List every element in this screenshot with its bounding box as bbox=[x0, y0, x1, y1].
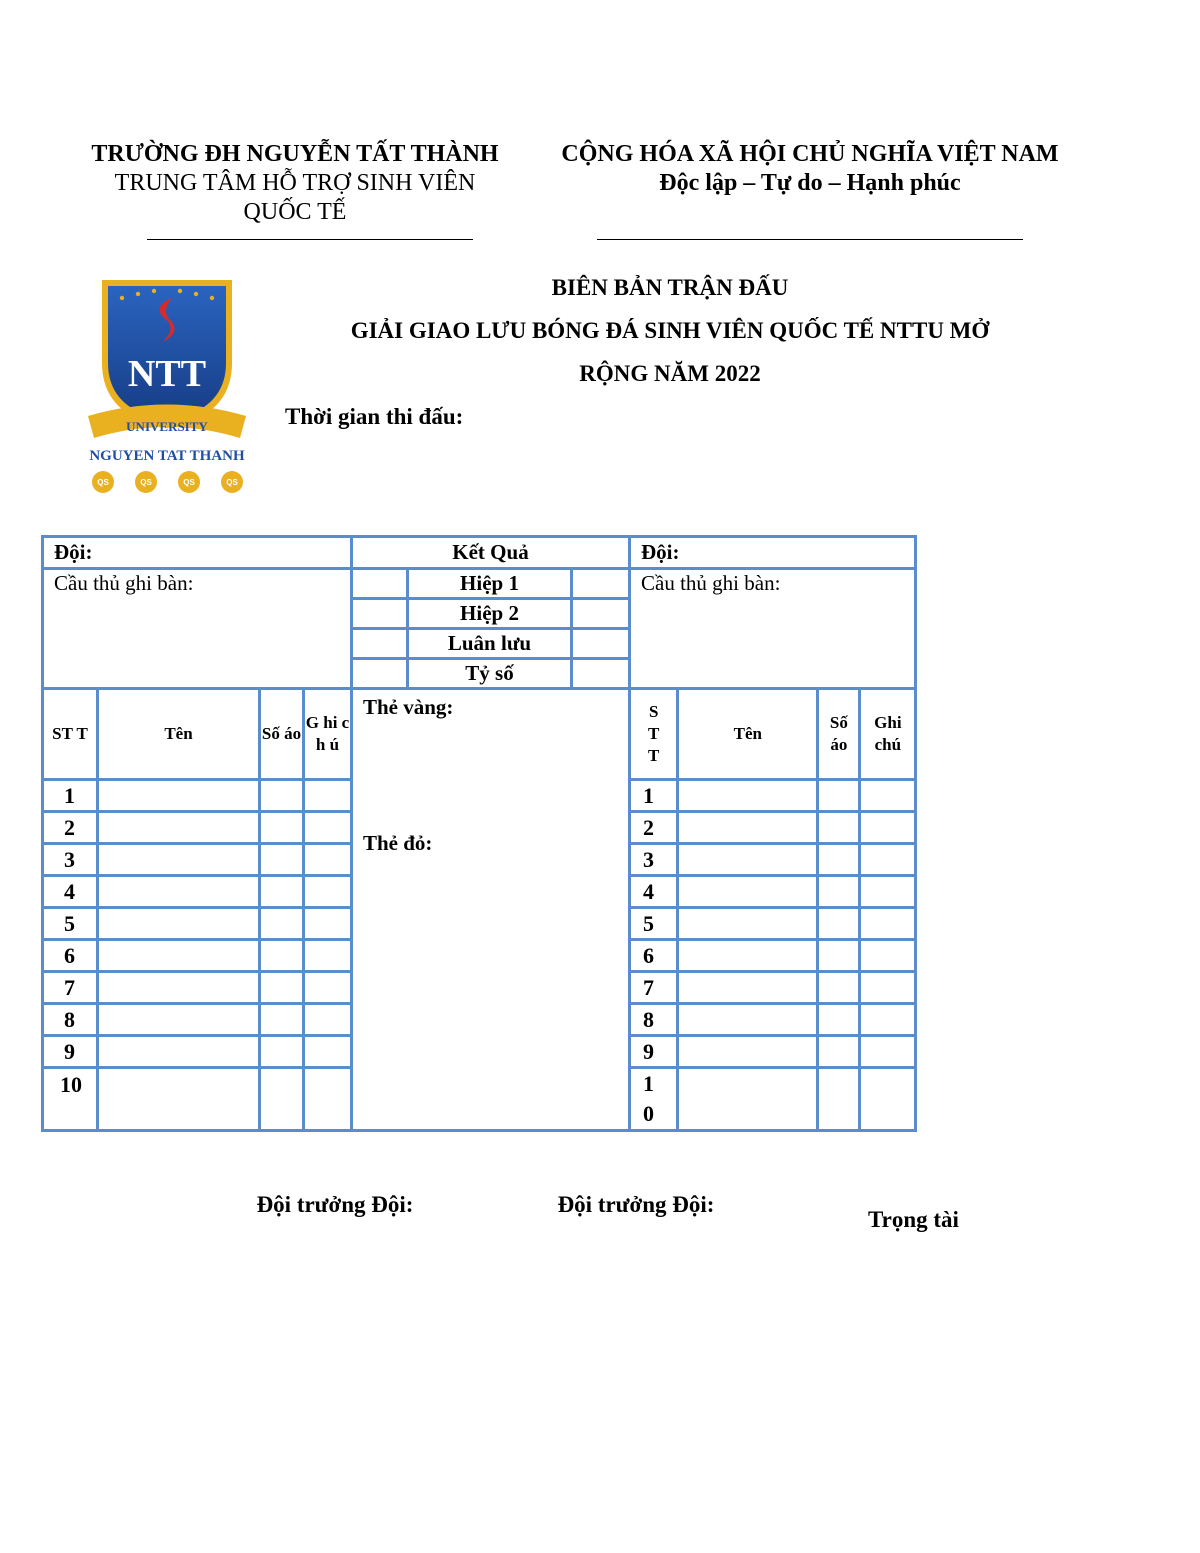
score-b-half2[interactable] bbox=[572, 599, 630, 629]
captain-a-signature: Đội trưởng Đội: bbox=[256, 1192, 414, 1217]
svg-text:QS: QS bbox=[97, 478, 109, 487]
red-card-label: Thẻ đỏ: bbox=[363, 831, 433, 855]
svg-text:QS: QS bbox=[140, 478, 152, 487]
row-b-name[interactable] bbox=[678, 940, 818, 972]
col-b-stt: S T T bbox=[630, 689, 678, 780]
row-a-shirt[interactable] bbox=[260, 876, 304, 908]
row-b-no: 4 bbox=[630, 876, 678, 908]
row-a-name[interactable] bbox=[98, 1004, 260, 1036]
period-total: Tỷ số bbox=[408, 659, 572, 689]
yellow-card-label: Thẻ vàng: bbox=[363, 695, 454, 719]
row-b-shirt[interactable] bbox=[818, 1036, 860, 1068]
school-name: TRƯỜNG ĐH NGUYỄN TẤT THÀNH bbox=[91, 141, 499, 167]
row-a-name[interactable] bbox=[98, 844, 260, 876]
row-b-name[interactable] bbox=[678, 844, 818, 876]
row-a-note[interactable] bbox=[304, 876, 352, 908]
col-a-note: G hi ch ú bbox=[304, 689, 352, 780]
row-b-shirt[interactable] bbox=[818, 780, 860, 812]
row-b-name[interactable] bbox=[678, 972, 818, 1004]
row-a-shirt[interactable] bbox=[260, 780, 304, 812]
row-a-shirt[interactable] bbox=[260, 812, 304, 844]
row-b-no: 5 bbox=[630, 908, 678, 940]
title-line1: BIÊN BẢN TRẬN ĐẤU bbox=[551, 275, 789, 300]
row-b-note[interactable] bbox=[860, 1068, 916, 1131]
row-a-no: 1 bbox=[43, 780, 98, 812]
row-a-shirt[interactable] bbox=[260, 1036, 304, 1068]
col-b-shirt: Số áo bbox=[818, 689, 860, 780]
row-a-name[interactable] bbox=[98, 812, 260, 844]
row-b-note[interactable] bbox=[860, 972, 916, 1004]
row-b-note[interactable] bbox=[860, 940, 916, 972]
center-name-line1: TRUNG TÂM HỖ TRỢ SINH VIÊN bbox=[114, 170, 476, 196]
row-b-no: 9 bbox=[630, 1036, 678, 1068]
row-b-note[interactable] bbox=[860, 844, 916, 876]
team-a-label[interactable]: Đội: bbox=[43, 537, 352, 569]
row-b-note[interactable] bbox=[860, 780, 916, 812]
team-b-label[interactable]: Đội: bbox=[630, 537, 916, 569]
row-a-no: 2 bbox=[43, 812, 98, 844]
row-a-no: 8 bbox=[43, 1004, 98, 1036]
row-b-shirt[interactable] bbox=[818, 908, 860, 940]
nation-motto: Độc lập – Tự do – Hạnh phúc bbox=[659, 170, 961, 196]
score-b-half1[interactable] bbox=[572, 569, 630, 599]
row-a-no: 4 bbox=[43, 876, 98, 908]
row-b-shirt[interactable] bbox=[818, 876, 860, 908]
row-b-no: 6 bbox=[630, 940, 678, 972]
row-a-shirt[interactable] bbox=[260, 940, 304, 972]
row-a-no: 7 bbox=[43, 972, 98, 1004]
row-b-note[interactable] bbox=[860, 876, 916, 908]
row-a-name[interactable] bbox=[98, 1068, 260, 1131]
period-penalty: Luân lưu bbox=[408, 629, 572, 659]
score-a-total[interactable] bbox=[352, 659, 408, 689]
row-b-no: 1 0 bbox=[630, 1068, 678, 1131]
row-a-shirt[interactable] bbox=[260, 908, 304, 940]
scorers-b-label: Cầu thủ ghi bàn: bbox=[641, 571, 781, 595]
report-title bbox=[280, 272, 1060, 401]
svg-text:NGUYEN TAT THANH: NGUYEN TAT THANH bbox=[89, 448, 245, 464]
score-a-half1[interactable] bbox=[352, 569, 408, 599]
col-a-name: Tên bbox=[98, 689, 260, 780]
row-b-shirt[interactable] bbox=[818, 844, 860, 876]
ntt-logo-icon bbox=[80, 268, 260, 498]
row-a-note[interactable] bbox=[304, 1068, 352, 1131]
row-a-name[interactable] bbox=[98, 908, 260, 940]
row-a-name[interactable] bbox=[98, 780, 260, 812]
result-label: Kết Quả bbox=[352, 537, 630, 569]
row-a-shirt[interactable] bbox=[260, 972, 304, 1004]
row-a-note[interactable] bbox=[304, 908, 352, 940]
row-a-note[interactable] bbox=[304, 972, 352, 1004]
row-a-shirt[interactable] bbox=[260, 1004, 304, 1036]
row-a-shirt[interactable] bbox=[260, 844, 304, 876]
col-b-name: Tên bbox=[678, 689, 818, 780]
title-line2: GIẢI GIAO LƯU BÓNG ĐÁ SINH VIÊN QUỐC TẾ NTTU MỞ bbox=[350, 318, 990, 343]
row-a-no: 5 bbox=[43, 908, 98, 940]
nation-header bbox=[540, 140, 1080, 198]
row-b-shirt[interactable] bbox=[818, 972, 860, 1004]
period-half2: Hiệp 2 bbox=[408, 599, 572, 629]
row-a-name[interactable] bbox=[98, 940, 260, 972]
score-a-half2[interactable] bbox=[352, 599, 408, 629]
row-b-name[interactable] bbox=[678, 812, 818, 844]
captain-b-signature: Đội trưởng Đội: bbox=[557, 1192, 715, 1217]
svg-text:QS: QS bbox=[183, 478, 195, 487]
row-a-name[interactable] bbox=[98, 876, 260, 908]
score-a-penalty[interactable] bbox=[352, 629, 408, 659]
svg-text:UNIVERSITY: UNIVERSITY bbox=[126, 419, 208, 434]
center-name-line2: QUỐC TẾ bbox=[243, 199, 347, 225]
row-a-note[interactable] bbox=[304, 940, 352, 972]
match-time-label: Thời gian thi đấu: bbox=[285, 404, 464, 429]
team-b-scorers[interactable] bbox=[630, 569, 916, 689]
row-b-name[interactable] bbox=[678, 1068, 818, 1131]
row-b-no: 1 bbox=[630, 780, 678, 812]
row-b-note[interactable] bbox=[860, 1036, 916, 1068]
row-b-shirt[interactable] bbox=[818, 940, 860, 972]
period-half1: Hiệp 1 bbox=[408, 569, 572, 599]
svg-text:NTT: NTT bbox=[127, 353, 207, 395]
row-b-name[interactable] bbox=[678, 876, 818, 908]
row-a-note[interactable] bbox=[304, 844, 352, 876]
cards-cell[interactable] bbox=[352, 689, 630, 1131]
score-b-total[interactable] bbox=[572, 659, 630, 689]
row-b-note[interactable] bbox=[860, 908, 916, 940]
school-header bbox=[60, 140, 530, 227]
svg-text:QS: QS bbox=[226, 478, 238, 487]
row-a-no: 3 bbox=[43, 844, 98, 876]
row-b-shirt[interactable] bbox=[818, 1004, 860, 1036]
row-b-no: 2 bbox=[630, 812, 678, 844]
row-a-name[interactable] bbox=[98, 1036, 260, 1068]
team-a-scorers[interactable] bbox=[43, 569, 352, 689]
row-b-no: 3 bbox=[630, 844, 678, 876]
row-a-no: 10 bbox=[43, 1068, 98, 1131]
university-logo bbox=[80, 268, 260, 498]
row-a-note[interactable] bbox=[304, 1036, 352, 1068]
row-b-no: 7 bbox=[630, 972, 678, 1004]
referee-signature: Trọng tài bbox=[868, 1207, 959, 1232]
title-line3: RỘNG NĂM 2022 bbox=[579, 361, 761, 386]
row-b-shirt[interactable] bbox=[818, 1068, 860, 1131]
right-header-rule bbox=[597, 239, 1023, 240]
row-b-name[interactable] bbox=[678, 780, 818, 812]
row-a-note[interactable] bbox=[304, 1004, 352, 1036]
col-a-shirt: Số áo bbox=[260, 689, 304, 780]
col-b-note: Ghi chú bbox=[860, 689, 916, 780]
row-a-shirt[interactable] bbox=[260, 1068, 304, 1131]
row-a-no: 9 bbox=[43, 1036, 98, 1068]
row-a-name[interactable] bbox=[98, 972, 260, 1004]
row-a-note[interactable] bbox=[304, 780, 352, 812]
row-b-no: 8 bbox=[630, 1004, 678, 1036]
row-b-note[interactable] bbox=[860, 1004, 916, 1036]
row-b-shirt[interactable] bbox=[818, 812, 860, 844]
scorers-a-label: Cầu thủ ghi bàn: bbox=[54, 571, 194, 595]
row-b-name[interactable] bbox=[678, 908, 818, 940]
row-b-name[interactable] bbox=[678, 1036, 818, 1068]
score-b-penalty[interactable] bbox=[572, 629, 630, 659]
nation-name: CỘNG HÓA XÃ HỘI CHỦ NGHĨA VIỆT NAM bbox=[561, 141, 1059, 167]
col-a-stt: ST T bbox=[43, 689, 98, 780]
left-header-rule bbox=[147, 239, 473, 240]
row-b-name[interactable] bbox=[678, 1004, 818, 1036]
row-a-no: 6 bbox=[43, 940, 98, 972]
row-a-note[interactable] bbox=[304, 812, 352, 844]
row-b-note[interactable] bbox=[860, 812, 916, 844]
match-table bbox=[41, 535, 917, 1132]
